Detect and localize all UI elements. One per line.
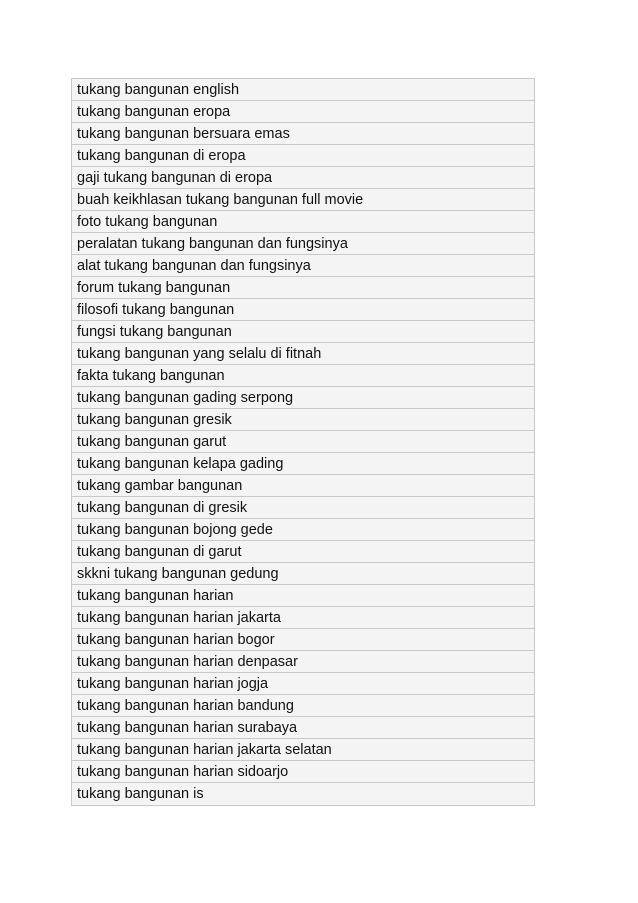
- table-row: foto tukang bangunan: [72, 211, 534, 233]
- table-row: tukang bangunan kelapa gading: [72, 453, 534, 475]
- table-row: tukang bangunan english: [72, 79, 534, 101]
- table-row: tukang bangunan harian bandung: [72, 695, 534, 717]
- table-row: forum tukang bangunan: [72, 277, 534, 299]
- table-row: gaji tukang bangunan di eropa: [72, 167, 534, 189]
- table-row: tukang bangunan harian jogja: [72, 673, 534, 695]
- table-row: fakta tukang bangunan: [72, 365, 534, 387]
- table-row: tukang gambar bangunan: [72, 475, 534, 497]
- table-row: tukang bangunan gresik: [72, 409, 534, 431]
- table-row: tukang bangunan harian sidoarjo: [72, 761, 534, 783]
- table-row: tukang bangunan di eropa: [72, 145, 534, 167]
- table-row: tukang bangunan harian surabaya: [72, 717, 534, 739]
- table-row: tukang bangunan harian bogor: [72, 629, 534, 651]
- table-row: tukang bangunan harian jakarta selatan: [72, 739, 534, 761]
- table-row: tukang bangunan yang selalu di fitnah: [72, 343, 534, 365]
- table-row: tukang bangunan harian: [72, 585, 534, 607]
- table-row: tukang bangunan garut: [72, 431, 534, 453]
- table-row: tukang bangunan di gresik: [72, 497, 534, 519]
- table-row: tukang bangunan harian denpasar: [72, 651, 534, 673]
- table-row: tukang bangunan bersuara emas: [72, 123, 534, 145]
- keyword-table: [71, 78, 535, 806]
- table-row: tukang bangunan di garut: [72, 541, 534, 563]
- table-row: peralatan tukang bangunan dan fungsinya: [72, 233, 534, 255]
- table-row: skkni tukang bangunan gedung: [72, 563, 534, 585]
- table-row: tukang bangunan bojong gede: [72, 519, 534, 541]
- table-row: filosofi tukang bangunan: [72, 299, 534, 321]
- table-row: tukang bangunan harian jakarta: [72, 607, 534, 629]
- table-row: tukang bangunan eropa: [72, 101, 534, 123]
- table-row: tukang bangunan is: [72, 783, 534, 805]
- table-row: alat tukang bangunan dan fungsinya: [72, 255, 534, 277]
- table-row: fungsi tukang bangunan: [72, 321, 534, 343]
- table-row: tukang bangunan gading serpong: [72, 387, 534, 409]
- table-row: buah keikhlasan tukang bangunan full movie: [72, 189, 534, 211]
